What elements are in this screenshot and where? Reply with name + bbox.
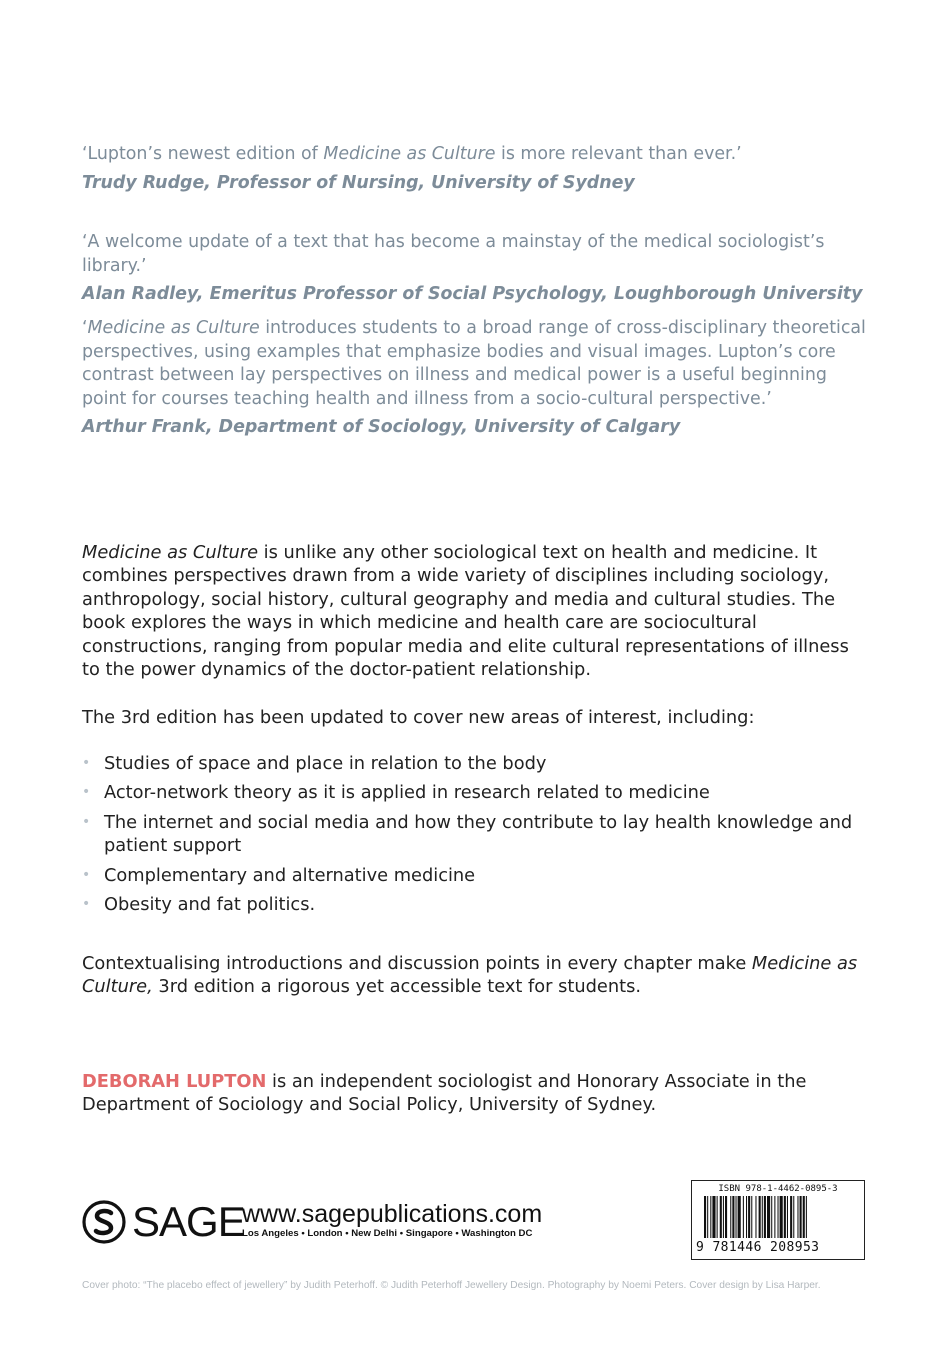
- quote-text-part: ‘: [82, 318, 88, 338]
- publisher-url[interactable]: www.sagepublications.com: [242, 1200, 543, 1228]
- list-item-text: The internet and social media and how they contribute to lay health knowledge and patient support: [104, 811, 853, 857]
- list-item-text: Obesity and fat politics.: [104, 894, 316, 916]
- quote-text: [82, 317, 872, 411]
- edition-update-intro: The 3rd edition has been updated to cover new areas of interest, including:: [82, 707, 755, 728]
- bullet-icon: •: [82, 784, 91, 801]
- book-title: Medicine as Culture,: [82, 953, 858, 998]
- list-item: [82, 893, 872, 916]
- bullet-icon: •: [82, 866, 91, 883]
- book-title: Medicine as Culture: [323, 144, 496, 164]
- book-title: Medicine as Culture: [87, 318, 260, 338]
- quote-attribution: Trudy Rudge, Professor of Nursing, University of Sydney: [82, 172, 635, 193]
- list-item-text: Studies of space and place in relation to the body: [104, 753, 547, 774]
- quote-attribution: Alan Radley, Emeritus Professor of Social Psychology, Loughborough University: [82, 284, 863, 304]
- isbn-barcode: [691, 1180, 865, 1260]
- list-item-text: Actor-network theory as it is applied in research related to medicine: [104, 782, 710, 804]
- publisher-name: SAGE: [132, 1198, 245, 1245]
- barcode-digits: 9 781446 208953: [696, 1240, 820, 1255]
- isbn-label: ISBN 978-1-4462-0895-3: [718, 1184, 838, 1194]
- endorsement-quote-3: [82, 317, 872, 440]
- list-item: [82, 752, 872, 775]
- barcode-bars-icon: [704, 1196, 854, 1238]
- book-description: [82, 541, 872, 681]
- quote-text: [82, 143, 872, 167]
- list-item: [82, 864, 872, 887]
- sage-logo-icon: [82, 1200, 126, 1244]
- feature-list: [82, 752, 872, 922]
- endorsement-quote-1: [82, 143, 872, 195]
- quote-text-part: ‘Lupton’s newest edition of: [82, 144, 324, 164]
- author-bio: [82, 1070, 872, 1117]
- bullet-icon: •: [82, 755, 91, 771]
- quote-text-part: is more relevant than ever.’: [495, 144, 742, 164]
- list-item-text: Complementary and alternative medicine: [104, 864, 476, 886]
- endorsement-quote-2: [82, 231, 872, 307]
- publisher-block: [82, 1200, 552, 1246]
- bullet-icon: •: [82, 896, 91, 913]
- quote-text-part: introduces students to a broad range of cross-disciplinary theoretical perspectives, using examples that emphasize bodies and visual images. Lupton’s core contrast between lay perspectives on illness and medical power is a useful beginning point for courses teaching health and illness from a socio-cultural perspective.’: [82, 318, 866, 409]
- bullet-icon: •: [82, 813, 91, 830]
- closing-text: Contextualising introductions and discussion points in every chapter make: [82, 953, 752, 974]
- publisher-cities: Los Angeles • London • New Delhi • Singapore • Washington DC: [242, 1228, 533, 1239]
- author-name: DEBORAH LUPTON: [82, 1071, 267, 1092]
- list-item: [82, 811, 872, 858]
- book-title: Medicine as Culture: [82, 542, 259, 563]
- list-item: [82, 781, 872, 804]
- closing-paragraph: [82, 952, 872, 999]
- description-text: is unlike any other sociological text on health and medicine. It combines perspectives drawn from a wide variety of disciplines including sociology, anthropology, social history, cultural geography and media and cultural studies. The book explores the ways in which medicine and health care are sociocultural constructions, ranging from popular media and elite cultural representations of illness to the power dynamics of the doctor-patient relationship.: [82, 542, 849, 681]
- author-bio-text: is an independent sociologist and Honorary Associate in the Department of Sociology and Social Policy, University of Sydney.: [82, 1071, 807, 1116]
- closing-text: 3rd edition a rigorous yet accessible text for students.: [152, 976, 642, 998]
- quote-text: ‘A welcome update of a text that has become a mainstay of the medical sociologist’s library.’: [82, 232, 825, 276]
- quote-attribution: Arthur Frank, Department of Sociology, University of Calgary: [82, 417, 681, 437]
- cover-credits: Cover photo: “The placebo effect of jewellery” by Judith Peterhoff. © Judith Peterhoff Jewellery Design. Photography by Noemi Peters. Cover design by Lisa Harper.: [82, 1280, 821, 1291]
